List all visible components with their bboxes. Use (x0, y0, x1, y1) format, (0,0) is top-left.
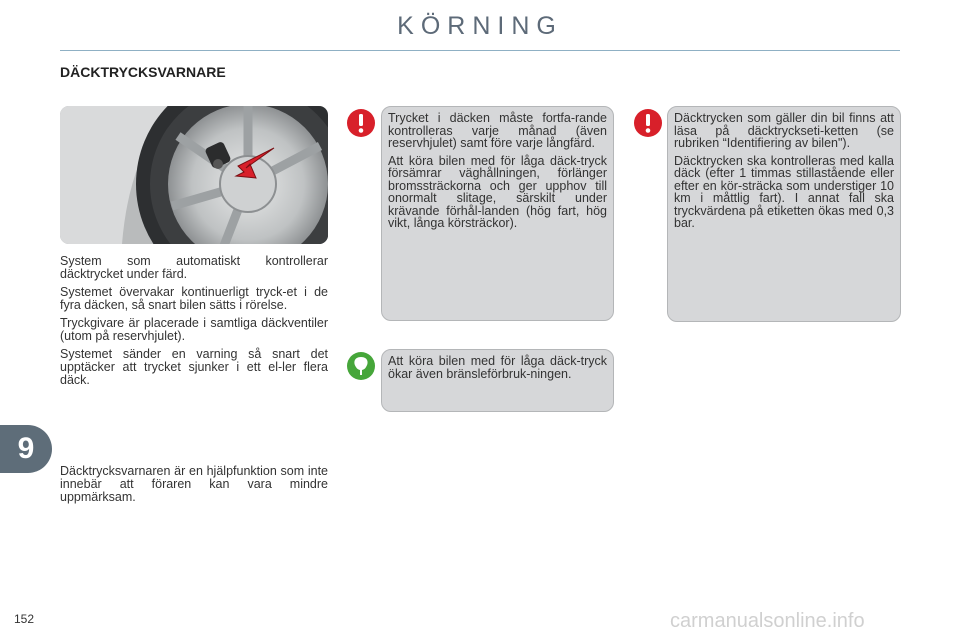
warning-note-1-paragraph-2: Att köra bilen med för låga däck-tryck försämrar väghållningen, förlänger bromssträckorna och ger upphov till onormalt slitage, särskilt under krävande förhål-landen (hög fart, hög vikt, långa körsträckor). (388, 153, 607, 230)
intro-paragraph-4: Systemet sänder en varning så snart det upptäcker att trycket sjunker i ett el-ler flera däck. (60, 347, 328, 387)
tyre-valve-illustration (60, 106, 328, 244)
chapter-title: KÖRNING (397, 12, 563, 40)
footnote-text (60, 465, 328, 509)
chapter-tab[interactable]: 9 (0, 425, 52, 473)
intro-paragraph-3: Tryckgivare är placerade i samtliga däckventiler (utom på reservhjulet). (60, 316, 328, 343)
warning-note-2 (667, 106, 901, 322)
warning-note-2-paragraph-1: Däcktrycken som gäller din bil finns att läsa på däcktryckseti-ketten (se rubriken “Identifiering av bilen"). (674, 111, 894, 150)
warning-note-2-paragraph-2: Däcktrycken ska kontrolleras med kalla däck (efter 1 timmas stillastående eller efter en kör-sträcka som understiger 10 km i måttlig fart). I annat fall ska tryckvärdena på etiketten ökas med 0,3 bar. (674, 153, 894, 230)
exclamation-icon (346, 108, 376, 138)
intro-text (60, 255, 328, 392)
intro-paragraph-1: System som automatiskt kontrollerar däcktrycket under färd. (60, 254, 328, 281)
section-heading: DÄCKTRYCKSVARNARE (60, 64, 226, 80)
tyre-valve-photo (60, 106, 328, 244)
intro-paragraph-2: Systemet övervakar kontinuerligt tryck-et i de fyra däcken, så snart bilen sätts i rörelse. (60, 285, 328, 312)
watermark: carmanualsonline.info (670, 610, 865, 632)
warning-note-1 (381, 106, 614, 321)
exclamation-icon (633, 108, 663, 138)
title-divider (60, 50, 900, 51)
warning-note-1-paragraph-1: Trycket i däcken måste fortfa-rande kontrolleras varje månad (även reservhjulet) samt före varje långfärd. (388, 111, 607, 150)
eco-note (381, 349, 614, 412)
leaf-icon (346, 351, 376, 381)
page-number: 152 (14, 612, 35, 626)
footnote-paragraph: Däcktrycksvarnaren är en hjälpfunktion som inte innebär att föraren kan vara mindre uppmärksam. (60, 464, 328, 504)
eco-note-paragraph: Att köra bilen med för låga däck-tryck ökar även bränsleförbruk-ningen. (388, 354, 607, 381)
